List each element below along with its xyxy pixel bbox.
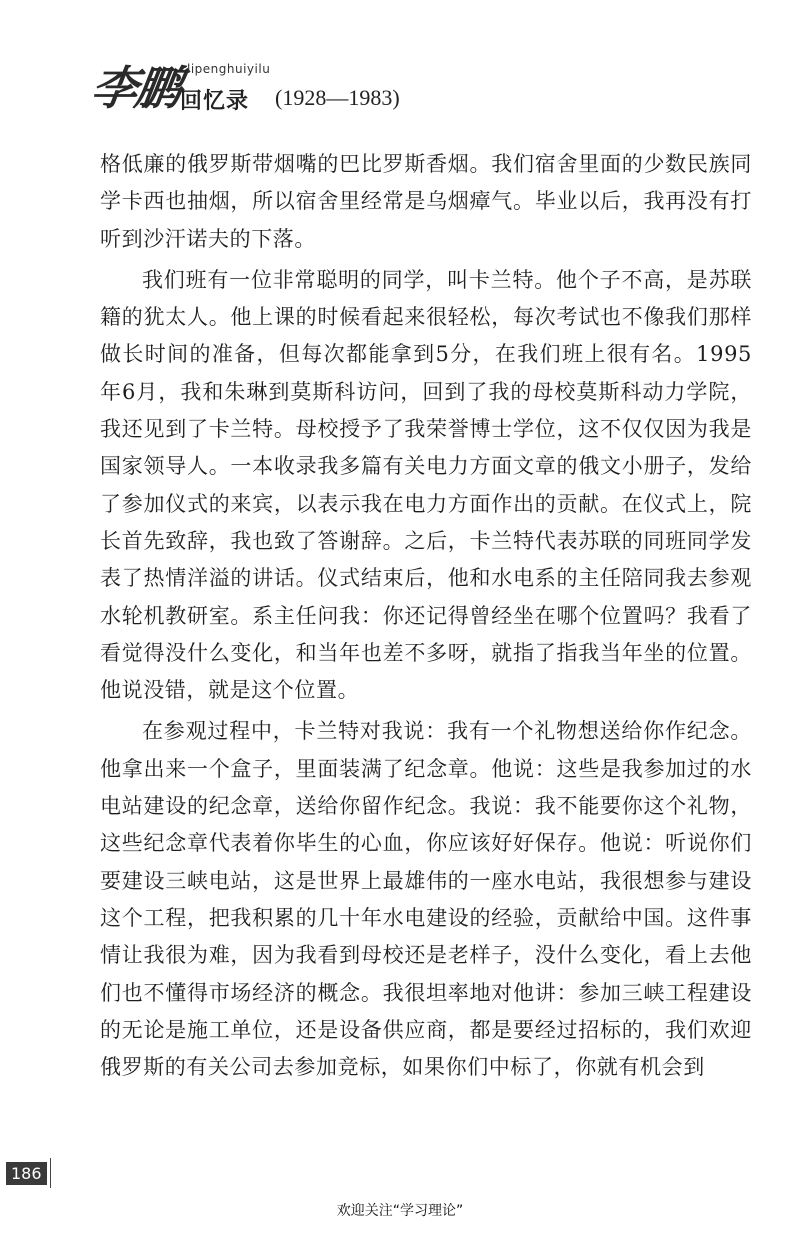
- running-header: [87, 52, 492, 122]
- page-number: 186: [6, 1162, 47, 1185]
- calligraphy-logo: 李鹏: [87, 61, 184, 115]
- header-subtitle: 回忆录: [180, 89, 250, 114]
- paragraph-continued: 格低廉的俄罗斯带烟嘴的巴比罗斯香烟。我们宿舍里面的少数民族同学卡西也抽烟，所以宿舍里经常是乌烟瘴气。毕业以后，我再没有打听到沙汗诺夫的下落。: [100, 152, 752, 251]
- paragraph: 我们班有一位非常聪明的同学，叫卡兰特。他个子不高，是苏联籍的犹太人。他上课的时候看起来很轻松，每次考试也不像我们那样做长时间的准备，但每次都能拿到5分，在我们班上很有名。1995年6月，我和朱琳到莫斯科访问，回到了我的母校莫斯科动力学院，我还见到了卡兰特。母校授予了我荣誉博士学位，这不仅仅因为我是国家领导人。一本收录我多篇有关电力方面文章的俄文小册子，发给了参加仪式的来宾，以表示我在电力方面作出的贡献。在仪式上，院长首先致辞，我也致了答谢辞。之后，卡兰特代表苏联的同班同学发表了热情洋溢的讲话。仪式结束后，他和水电系的主任陪同我去参观水轮机教研室。系主任问我：你还记得曾经坐在哪个位置吗？我看了看觉得没什么变化，和当年也差不多呀，就指了指我当年坐的位置。他说没错，就是这个位置。: [100, 267, 752, 703]
- header-years: (1928—1983): [275, 85, 400, 110]
- header-pinyin: lipenghuiyilu: [187, 62, 271, 76]
- body-text: [100, 146, 752, 1086]
- paragraph: 在参观过程中，卡兰特对我说：我有一个礼物想送给你作纪念。他拿出来一个盒子，里面装满了纪念章。他说：这些是我参加过的水电站建设的纪念章，送给你留作纪念。我说：我不能要你这个礼物，这些纪念章代表着你毕生的心血，你应该好好保存。他说：听说你们要建设三峡电站，这是世界上最雄伟的一座水电站，我很想参与建设这个工程，把我积累的几十年水电建设的经验，贡献给中国。这件事情让我很为难，因为我看到母校还是老样子，没什么变化，看上去他们也不懂得市场经济的概念。我很坦率地对他讲：参加三峡工程建设的无论是施工单位，还是设备供应商，都是要经过招标的，我们欢迎俄罗斯的有关公司去参加竞标，如果你们中标了，你就有机会到: [100, 719, 752, 1080]
- footer-note: 欢迎关注“学习理论”: [336, 1203, 464, 1219]
